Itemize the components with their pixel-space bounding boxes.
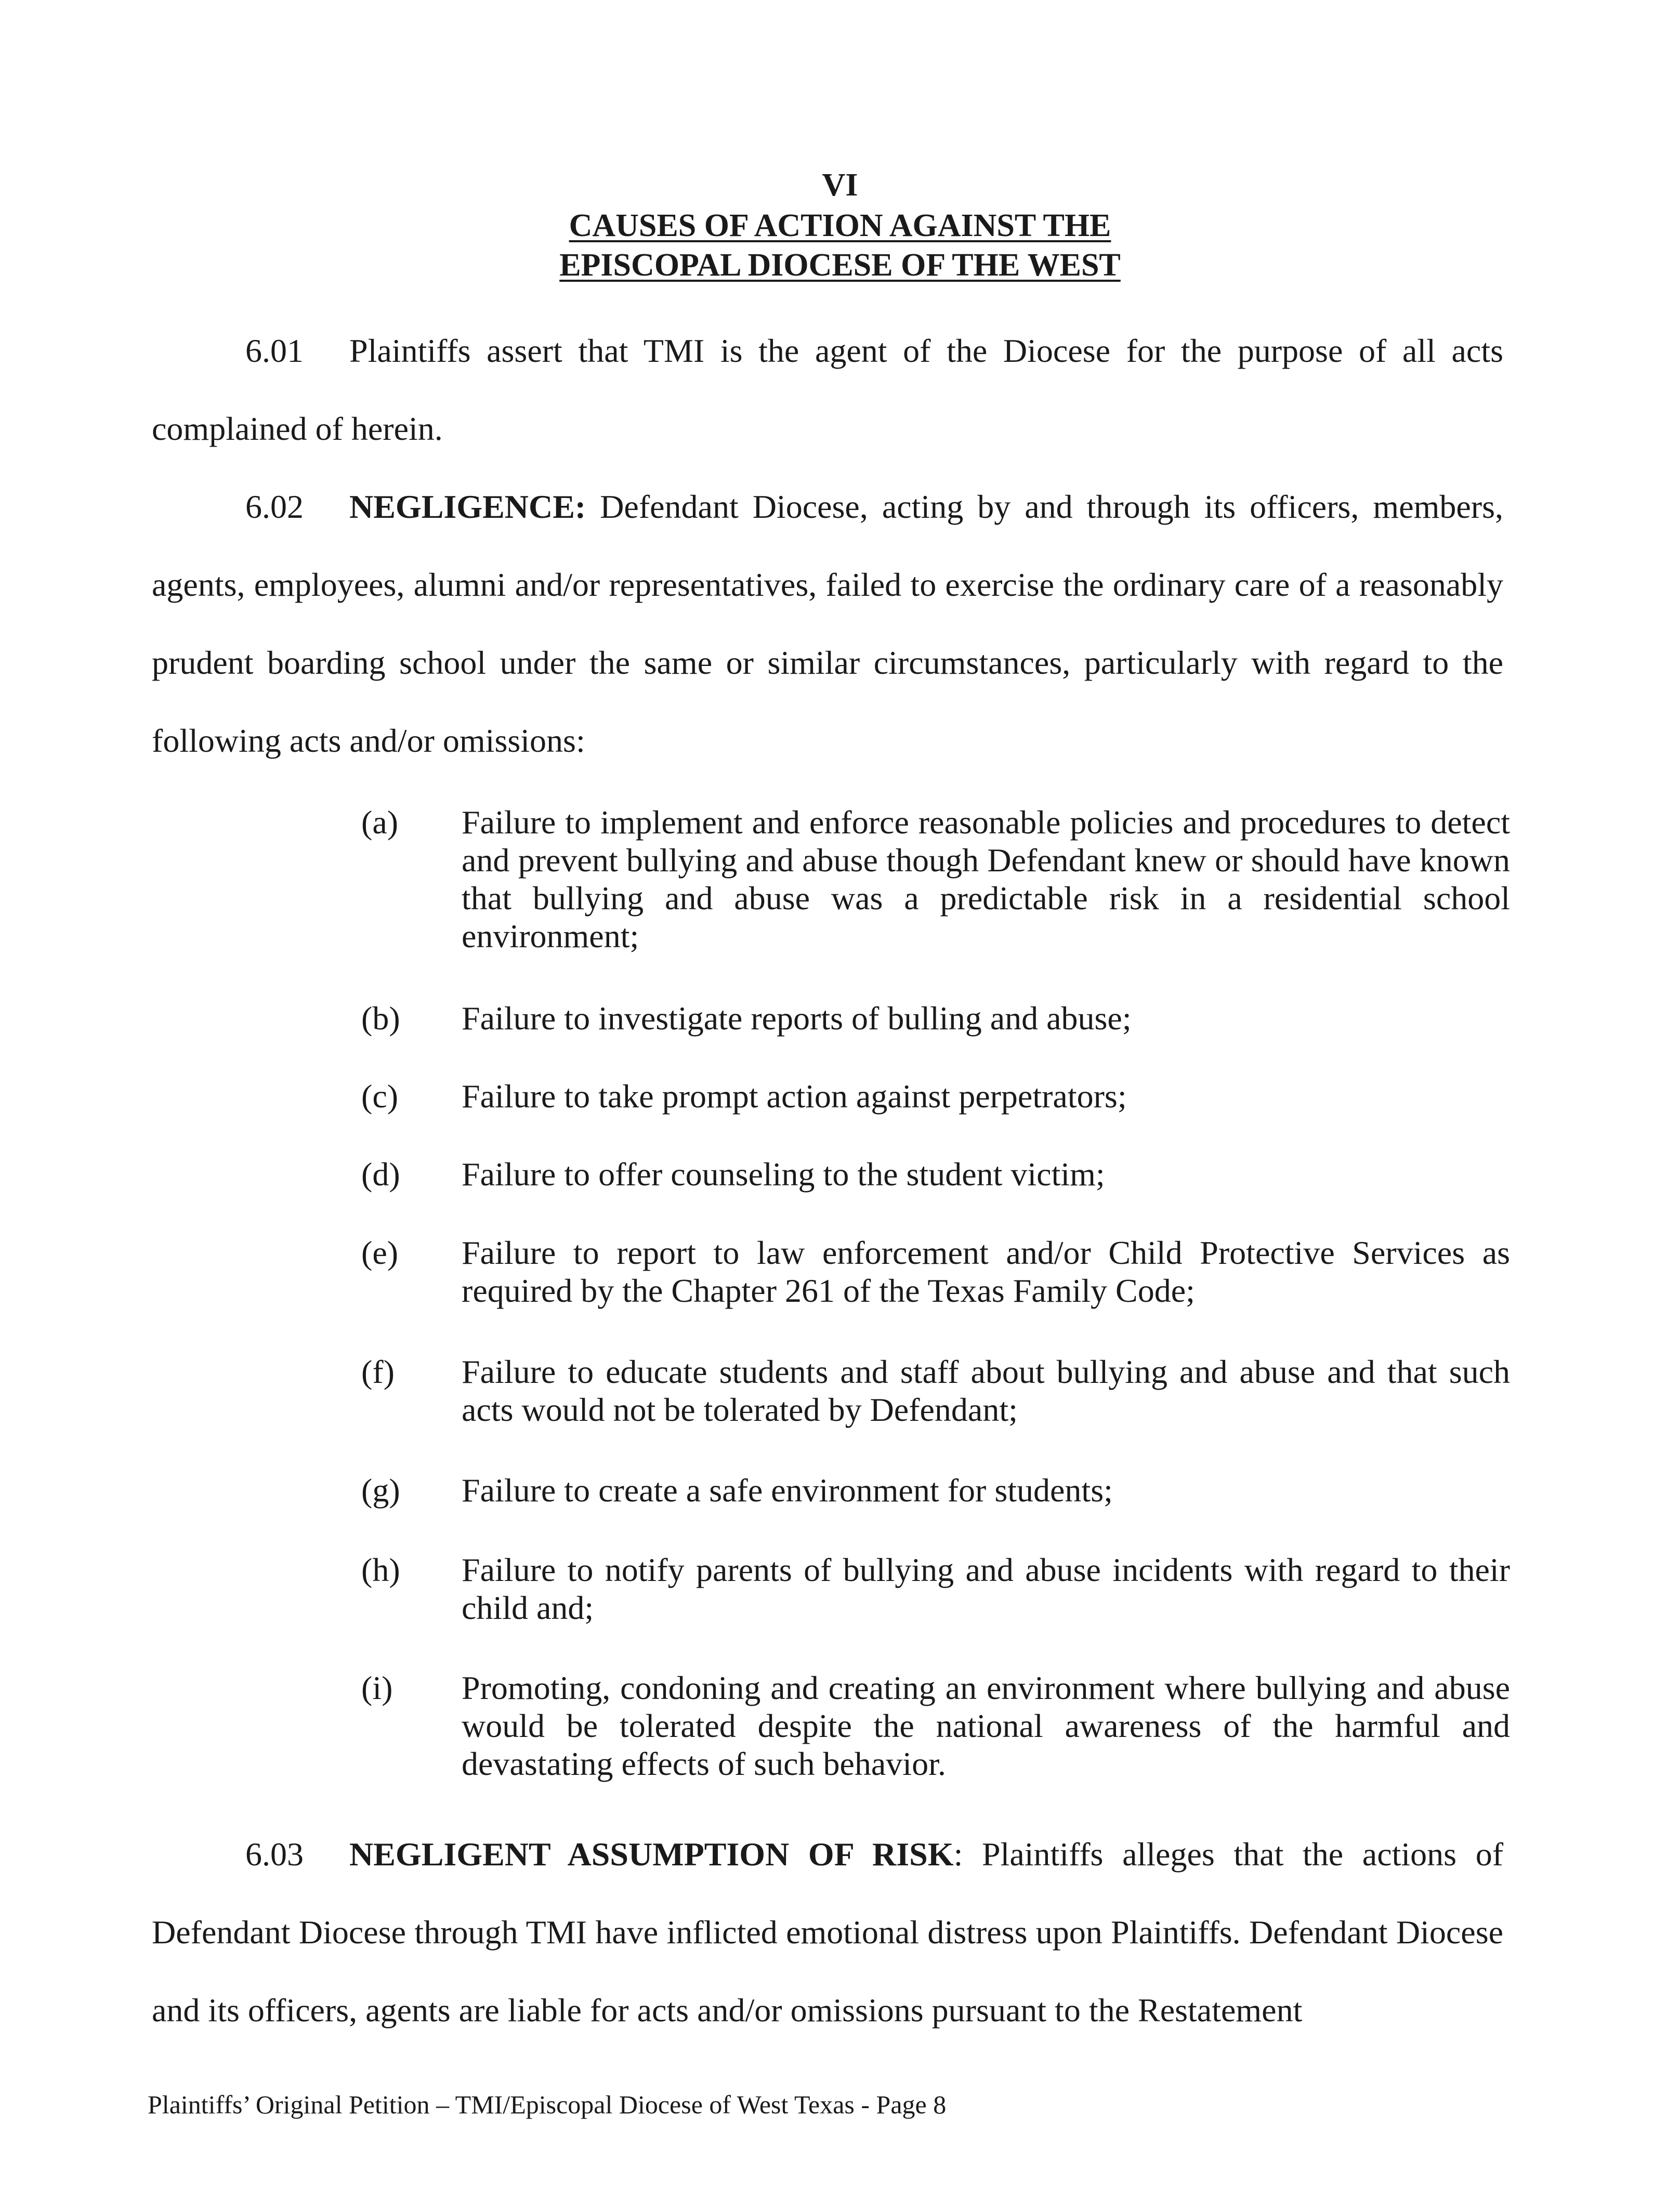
list-item-text: Promoting, condoning and creating an environment where bullying and abuse would be tolerated despite the national awareness of the harmful and devastating effects of such behavior. bbox=[462, 1669, 1510, 1782]
list-item-label: (f) bbox=[361, 1353, 395, 1390]
paragraph-text: Plaintiffs assert that TMI is the agent of the Diocese for the purpose of all acts complained of herein. bbox=[152, 332, 1503, 447]
list-item bbox=[361, 1471, 1510, 1509]
list-item-label: (a) bbox=[361, 804, 399, 841]
list-item-label: (i) bbox=[361, 1669, 393, 1706]
list-item-text: Failure to implement and enforce reasonable policies and procedures to detect and prevent bullying and abuse though Defendant knew or should have known that bullying and abuse was a predictable risk in a residential school environment; bbox=[462, 804, 1510, 955]
list-item-label: (g) bbox=[361, 1472, 400, 1509]
page-footer bbox=[148, 2089, 946, 2120]
list-item bbox=[361, 1234, 1510, 1310]
footer-text: Plaintiffs’ Original Petition – TMI/Episcopal Diocese of West Texas - Page 8 bbox=[148, 2090, 947, 2119]
list-item-text: Failure to offer counseling to the student victim; bbox=[462, 1156, 1105, 1193]
section-title-line-2 bbox=[0, 246, 1680, 284]
paragraph-6-01 bbox=[152, 312, 1503, 468]
paragraph-number: 6.01 bbox=[245, 332, 304, 369]
paragraph-title: NEGLIGENT ASSUMPTION OF RISK bbox=[349, 1836, 954, 1873]
list-item-label: (c) bbox=[361, 1078, 399, 1115]
paragraph-number: 6.03 bbox=[245, 1836, 304, 1873]
section-title-text-2: EPISCOPAL DIOCESE OF THE WEST bbox=[559, 247, 1121, 283]
paragraph-title: NEGLIGENCE: bbox=[349, 488, 586, 525]
list-item-text: Failure to educate students and staff about bullying and abuse and that such acts would not be tolerated by Defendant; bbox=[462, 1353, 1510, 1428]
section-number: VI bbox=[822, 167, 858, 203]
list-item-text: Failure to notify parents of bullying and abuse incidents with regard to their child and; bbox=[462, 1551, 1510, 1626]
list-item-label: (b) bbox=[361, 1000, 400, 1037]
paragraph-6-03 bbox=[152, 1815, 1503, 2049]
section-title-text-1: CAUSES OF ACTION AGAINST THE bbox=[569, 208, 1111, 243]
paragraph-text: : Plaintiffs alleges that the actions of Defendant Diocese through TMI have inflicted emotional distress upon Plaintiffs. Defendant Diocese and its officers, agents are liable for acts and/or omissions pursuant to the Restatement bbox=[152, 1836, 1504, 2029]
list-item-label: (e) bbox=[361, 1234, 399, 1271]
list-item-text: Failure to take prompt action against perpetrators; bbox=[462, 1078, 1127, 1115]
section-title-line-1 bbox=[0, 207, 1680, 244]
list-item bbox=[361, 1669, 1510, 1783]
section-roman-numeral bbox=[0, 166, 1680, 204]
list-item-label: (h) bbox=[361, 1551, 400, 1588]
list-item-text: Failure to create a safe environment for students; bbox=[462, 1472, 1113, 1509]
paragraph-6-02 bbox=[152, 468, 1503, 780]
list-item-text: Failure to investigate reports of bulling and abuse; bbox=[462, 1000, 1132, 1037]
list-item-text: Failure to report to law enforcement and/or Child Protective Services as required by the Chapter 261 of the Texas Family Code; bbox=[462, 1234, 1510, 1309]
paragraph-number: 6.02 bbox=[245, 488, 304, 525]
list-item-label: (d) bbox=[361, 1156, 400, 1193]
list-item bbox=[361, 803, 1510, 955]
list-item bbox=[361, 1155, 1510, 1193]
list-item bbox=[361, 1077, 1510, 1115]
list-item bbox=[361, 1353, 1510, 1429]
list-item bbox=[361, 999, 1510, 1037]
paragraph-text: Defendant Diocese, acting by and through its officers, members, agents, employees, alumni and/or representatives, failed to exercise the ordinary care of a reasonably prudent boarding school under the same or similar circumstances, particularly with regard to the following acts and/or omissions: bbox=[152, 488, 1504, 759]
list-item bbox=[361, 1551, 1510, 1627]
